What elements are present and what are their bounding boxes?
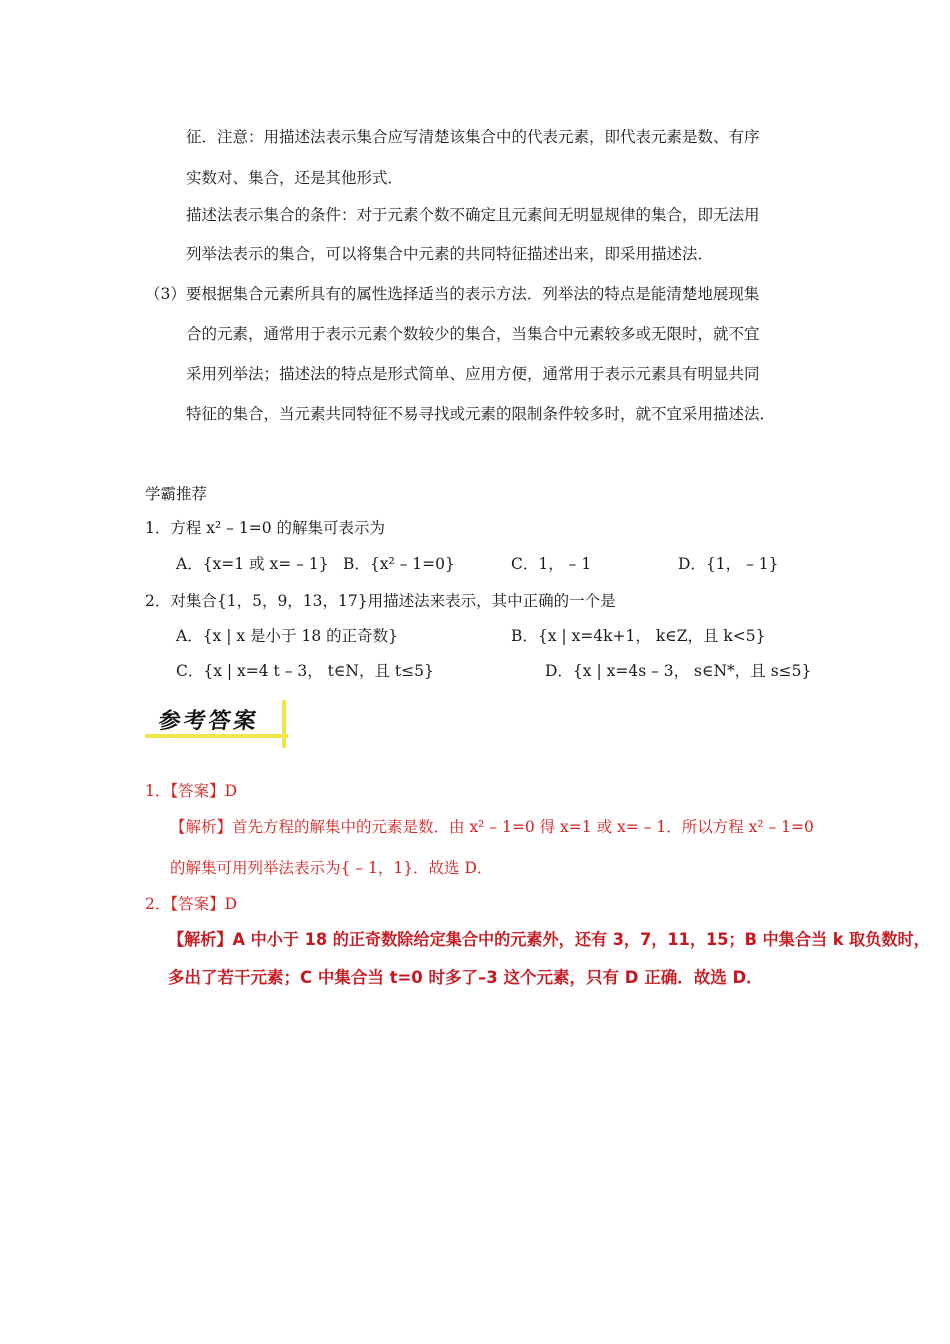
explanation-2-line-1: 【解析】A 中小于 18 的正奇数除给定集合中的元素外，还有 3，7，11，15；B 中集合当 k 取负数时， bbox=[168, 930, 930, 949]
question-2-stem: 2．对集合{1，5，9，13，17}用描述法来表示，其中正确的一个是 bbox=[145, 592, 616, 610]
note-line-6: 合的元素，通常用于表示元素个数较少的集合，当集合中元素较多或无限时，就不宜 bbox=[186, 325, 760, 343]
note-line-2: 实数对、集合，还是其他形式． bbox=[186, 169, 404, 187]
stamp-text: 参考答案 bbox=[156, 708, 261, 734]
question-2-option-b: B．{x | x=4k+1， k∈Z，且 k<5} bbox=[511, 627, 766, 645]
note-line-7: 采用列举法；描述法的特点是形式简单、应用方便，通常用于表示元素具有明显共同 bbox=[186, 365, 760, 383]
stamp-sideline bbox=[282, 700, 286, 748]
reference-answer-stamp bbox=[145, 700, 290, 748]
note-line-4: 列举法表示的集合，可以将集合中元素的共同特征描述出来，即采用描述法． bbox=[186, 245, 714, 263]
note-line-1: 征．注意：用描述法表示集合应写清楚该集合中的代表元素，即代表元素是数、有序 bbox=[186, 128, 760, 146]
question-1-stem: 1．方程 x² – 1=0 的解集可表示为 bbox=[145, 519, 385, 537]
question-2-option-d: D．{x | x=4s – 3， s∈N*，且 s≤5} bbox=[545, 662, 812, 680]
question-1-option-a: A．{x=1 或 x= – 1} bbox=[176, 555, 329, 573]
answer-2: 2．【答案】D bbox=[145, 895, 238, 913]
question-1-option-b: B．{x² – 1=0} bbox=[343, 555, 455, 573]
question-1-option-d: D．{1， – 1} bbox=[678, 555, 779, 573]
note-line-5: （3）要根据集合元素所具有的属性选择适当的表示方法．列举法的特点是能清楚地展现集 bbox=[145, 285, 760, 303]
question-2-option-a: A．{x | x 是小于 18 的正奇数} bbox=[176, 627, 398, 645]
note-line-3: 描述法表示集合的条件：对于元素个数不确定且元素间无明显规律的集合，即无法用 bbox=[186, 206, 760, 224]
section-title: 学霸推荐 bbox=[145, 485, 208, 503]
explanation-1-line-2: 的解集可用列举法表示为{ – 1，1}．故选 D． bbox=[170, 859, 493, 877]
answer-1: 1．【答案】D bbox=[145, 782, 238, 800]
explanation-2-line-2: 多出了若干元素；C 中集合当 t=0 时多了–3 这个元素，只有 D 正确．故选 D． bbox=[168, 968, 763, 987]
question-1-option-c: C．1， – 1 bbox=[511, 555, 592, 573]
note-line-8: 特征的集合，当元素共同特征不易寻找或元素的限制条件较多时，就不宜采用描述法． bbox=[186, 405, 776, 423]
explanation-1-line-1: 【解析】首先方程的解集中的元素是数．由 x² – 1=0 得 x=1 或 x= – 1．所以方程 x² – 1=0 bbox=[170, 818, 814, 836]
question-2-option-c: C．{x | x=4 t – 3， t∈N，且 t≤5} bbox=[176, 662, 434, 680]
